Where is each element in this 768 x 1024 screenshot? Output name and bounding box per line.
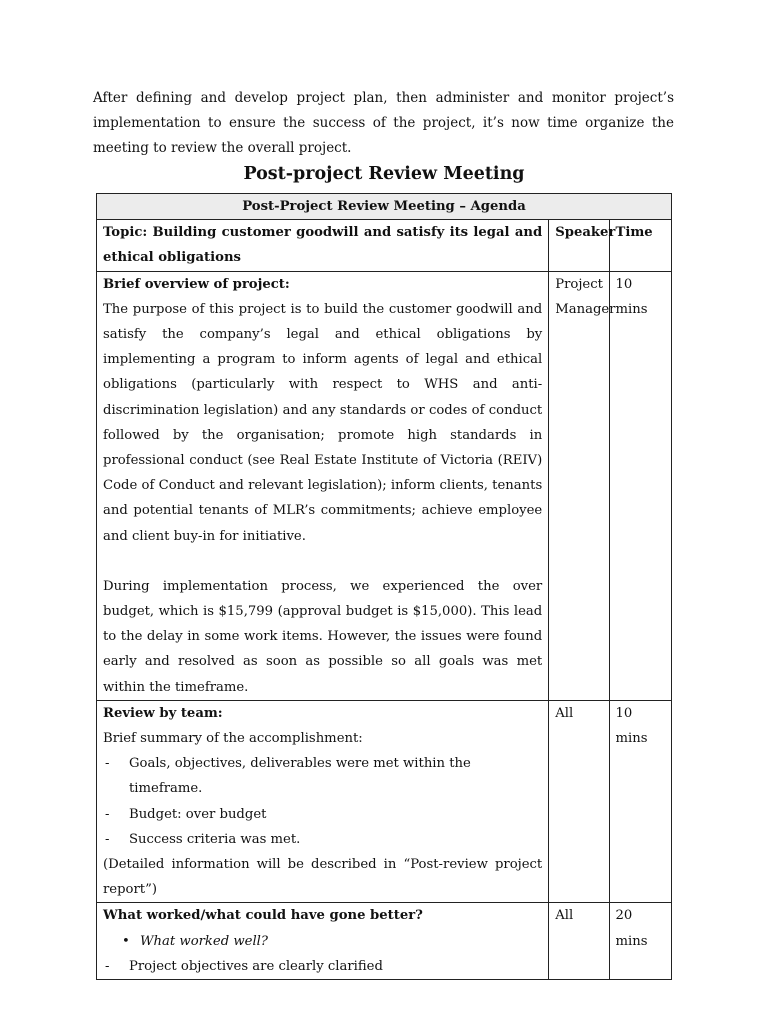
overview-paragraph-2: During implementation process, we experienced the over budget, which is $15,799 (approval budget is $15,000). This lead to the delay in some work items. However, the issues were found early and resolved as soon as possible so all goals was met within the timeframe.: [103, 578, 543, 695]
topic-cell: Topic: Building customer goodwill and satisfy its legal and ethical obligations: [97, 220, 549, 271]
list-item: - Success criteria was met.: [103, 827, 542, 852]
list-item: - Budget: over budget: [103, 802, 542, 827]
time-header: Time: [609, 220, 671, 271]
agenda-heading-row: [97, 194, 672, 220]
worked-heading: What worked/what could have gone better?: [103, 908, 423, 924]
review-heading: Review by team:: [103, 705, 223, 721]
review-cell: [97, 700, 549, 903]
review-time: 10 mins: [609, 700, 671, 903]
list-item: - Project objectives are clearly clarified: [103, 954, 542, 979]
table-row: [97, 271, 672, 700]
list-item: [103, 929, 542, 954]
agenda-heading: Post-Project Review Meeting – Agenda: [97, 194, 672, 220]
table-row: [97, 700, 672, 903]
worked-time: 20 mins: [609, 903, 671, 980]
worked-cell: [97, 903, 549, 980]
paragraph-spacer: [103, 549, 542, 574]
review-summary: Brief summary of the accomplishment:: [103, 731, 363, 747]
overview-cell: [97, 271, 549, 700]
intro-paragraph: After defining and develop project plan, then administer and monitor project’s implementation to ensure the success of the project, it’s now time organize the meeting to review the overall project.: [93, 90, 674, 156]
list-item: - Goals, objectives, deliverables were met within the timeframe.: [103, 751, 542, 801]
worked-speaker: All: [549, 903, 609, 980]
overview-speaker: Project Manager: [549, 271, 609, 700]
review-speaker: All: [549, 700, 609, 903]
agenda-table: [96, 193, 672, 980]
overview-paragraph-1: The purpose of this project is to build the customer goodwill and satisfy the company’s legal and ethical obligations by implementing a program to inform agents of legal and ethical obligations (particularly with respect to WHS and anti-discrimination legislation) and any standards or codes of conduct followed by the organisation; promote high standards in professional conduct (see Real Estate Institute of Victoria (REIV) Code of Conduct and relevant legislation); inform clients, tenants and potential tenants of MLR’s commitments; achieve employee and client buy-in for initiative.: [103, 301, 543, 544]
overview-heading: Brief overview of project:: [103, 276, 290, 292]
page-title: Post-project Review Meeting: [243, 164, 525, 184]
overview-time: 10 mins: [609, 271, 671, 700]
review-note: (Detailed information will be described in “Post-review project report”): [103, 857, 543, 898]
worked-bullet-label: What worked well?: [140, 933, 268, 949]
table-row: [97, 903, 672, 980]
bullet-dot-icon: •: [122, 933, 130, 949]
agenda-header-row: [97, 220, 672, 271]
speaker-header: Speaker: [549, 220, 609, 271]
